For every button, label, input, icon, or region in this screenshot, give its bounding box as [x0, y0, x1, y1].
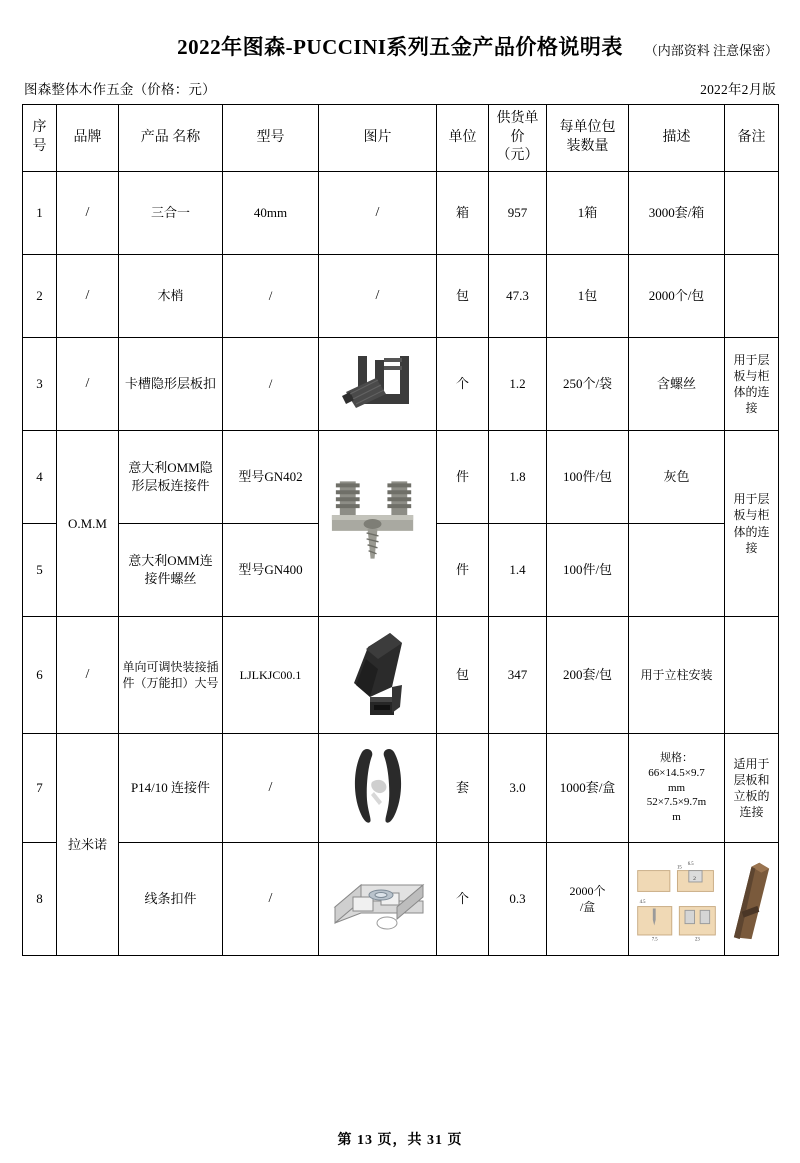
cell-price: 347 [489, 617, 547, 734]
cell-name: P14/10 连接件 [119, 734, 223, 843]
cell-model: / [223, 734, 319, 843]
pack-line: 2000个 [569, 883, 606, 898]
cell-picture [319, 431, 437, 617]
cell-unit: 包 [437, 255, 489, 338]
cell-remark: 适用于层板和立板的连接 [725, 734, 779, 843]
table-row [23, 255, 779, 338]
cell-desc: 用于立柱安装 [629, 617, 725, 734]
page-footer: 第 13 页，共 31 页 [337, 1133, 463, 1148]
confidential-note: （内部资料 注意保密） [644, 43, 778, 58]
desc-line: m [672, 811, 681, 824]
cell-desc: 2000个/包 [629, 255, 725, 338]
diagram-label: 2 [693, 876, 696, 883]
col-header-pack [547, 105, 629, 172]
diagram-label: 23 [694, 937, 700, 943]
col-header-seq-line1: 序 [32, 120, 47, 136]
title-row [22, 32, 778, 78]
cell-picture [319, 617, 437, 734]
cell-desc [629, 524, 725, 617]
cell-brand: / [57, 172, 119, 255]
col-header-price [489, 105, 547, 172]
cell-brand: / [57, 338, 119, 431]
cell-seq: 3 [23, 338, 57, 431]
subheader-left: 图森整体木作五金（价格：元） [24, 82, 216, 97]
col-header-seq [23, 105, 57, 172]
table-row [23, 843, 779, 956]
subheader [22, 78, 778, 104]
cell-model: 型号GN400 [223, 524, 319, 617]
profile-photo [728, 845, 775, 953]
col-header-desc: 描述 [629, 105, 725, 172]
cell-unit: 包 [437, 617, 489, 734]
cell-brand: / [57, 255, 119, 338]
cell-price: 1.4 [489, 524, 547, 617]
cell-unit: 套 [437, 734, 489, 843]
cell-seq: 2 [23, 255, 57, 338]
table-row [23, 734, 779, 843]
cell-price: 1.2 [489, 338, 547, 431]
col-header-picture: 图片 [319, 105, 437, 172]
diagram-label: 4.5 [639, 899, 646, 905]
version-label: 2022年2月版 [700, 82, 776, 97]
cell-name: 木梢 [119, 255, 223, 338]
cell-remark [725, 172, 779, 255]
cell-pack [547, 843, 629, 956]
cell-remark [725, 617, 779, 734]
diagram-label: 6.5 [687, 861, 694, 867]
cell-desc: 3000套/箱 [629, 172, 725, 255]
cell-seq: 8 [23, 843, 57, 956]
cell-pack: 1包 [547, 255, 629, 338]
cell-pack: 100件/包 [547, 524, 629, 617]
col-header-brand: 品牌 [57, 105, 119, 172]
cell-name: 卡槽隐形层板扣 [119, 338, 223, 431]
desc-line: mm [667, 781, 686, 794]
cell-desc: 灰色 [629, 431, 725, 524]
desc-line: 52×7.5×9.7m [646, 796, 707, 809]
col-header-price-line1: 供货单 [496, 110, 539, 126]
cell-name: 单向可调快装接插件（万能扣）大号 [119, 617, 223, 734]
lamello-connector-photo [322, 736, 433, 840]
universal-clip-photo [322, 619, 433, 731]
cell-remark [725, 843, 779, 956]
cell-name: 线条扣件 [119, 843, 223, 956]
omm-connector-photo [322, 433, 433, 614]
cell-unit: 件 [437, 524, 489, 617]
cell-seq: 4 [23, 431, 57, 524]
diagram-label: 15 [676, 865, 682, 871]
cell-model: / [223, 255, 319, 338]
cell-model: / [223, 843, 319, 956]
cell-brand: 拉米诺 [57, 734, 119, 956]
cell-brand: / [57, 617, 119, 734]
cell-price: 0.3 [489, 843, 547, 956]
col-header-pack-line2: 装数量 [566, 139, 609, 154]
cell-price: 47.3 [489, 255, 547, 338]
cell-model: 40mm [223, 172, 319, 255]
table-row [23, 617, 779, 734]
cell-name: 意大利OMM连接件螺丝 [119, 524, 223, 617]
cell-unit: 个 [437, 843, 489, 956]
cell-brand: O.M.M [57, 431, 119, 617]
table-row [23, 172, 779, 255]
col-header-seq-line2: 号 [32, 139, 47, 154]
bracket-clip-photo [322, 340, 433, 428]
col-header-remark: 备注 [725, 105, 779, 172]
drawing-diagram [632, 845, 721, 953]
cell-picture: / [319, 255, 437, 338]
cell-price: 957 [489, 172, 547, 255]
cell-seq: 6 [23, 617, 57, 734]
cell-seq: 5 [23, 524, 57, 617]
cell-pack: 250个/袋 [547, 338, 629, 431]
diagram-label: 7.5 [651, 937, 658, 943]
cell-unit: 箱 [437, 172, 489, 255]
col-header-name: 产品 名称 [119, 105, 223, 172]
table-header-row [23, 105, 779, 172]
cell-remark: 用于层板与柜体的连接 [725, 431, 779, 617]
cell-model: 型号GN402 [223, 431, 319, 524]
cell-model: / [223, 338, 319, 431]
table-row [23, 338, 779, 431]
cell-unit: 个 [437, 338, 489, 431]
cell-seq: 1 [23, 172, 57, 255]
col-header-pack-line1: 每单位包 [559, 120, 616, 136]
cell-price: 1.8 [489, 431, 547, 524]
cell-price: 3.0 [489, 734, 547, 843]
cell-picture [319, 734, 437, 843]
cell-picture [319, 843, 437, 956]
col-header-price-line3: （元） [496, 148, 539, 164]
col-header-price-line2: 价 [510, 129, 525, 145]
pack-line: /盒 [579, 900, 596, 914]
col-header-model: 型号 [223, 105, 319, 172]
cell-pack: 200套/包 [547, 617, 629, 734]
cell-remark: 用于层板与柜体的连接 [725, 338, 779, 431]
desc-line: 66×14.5×9.7 [648, 766, 705, 779]
cell-pack: 100件/包 [547, 431, 629, 524]
cell-picture [319, 338, 437, 431]
cell-name: 三合一 [119, 172, 223, 255]
cell-unit: 件 [437, 431, 489, 524]
profile-clip-photo [322, 845, 433, 953]
cell-remark [725, 255, 779, 338]
cell-model: LJLKJC00.1 [223, 617, 319, 734]
table-row [23, 431, 779, 524]
col-header-unit: 单位 [437, 105, 489, 172]
desc-line: 规格： [660, 751, 693, 764]
cell-desc [629, 734, 725, 843]
cell-desc: 含螺丝 [629, 338, 725, 431]
cell-desc [629, 843, 725, 956]
cell-picture: / [319, 172, 437, 255]
price-table [22, 104, 779, 956]
cell-name: 意大利OMM隐形层板连接件 [119, 431, 223, 524]
cell-pack: 1箱 [547, 172, 629, 255]
page-title: 2022年图森-PUCCINI系列五金产品价格说明表 [177, 35, 623, 59]
cell-pack: 1000套/盒 [547, 734, 629, 843]
document-page [0, 32, 800, 1163]
cell-seq: 7 [23, 734, 57, 843]
